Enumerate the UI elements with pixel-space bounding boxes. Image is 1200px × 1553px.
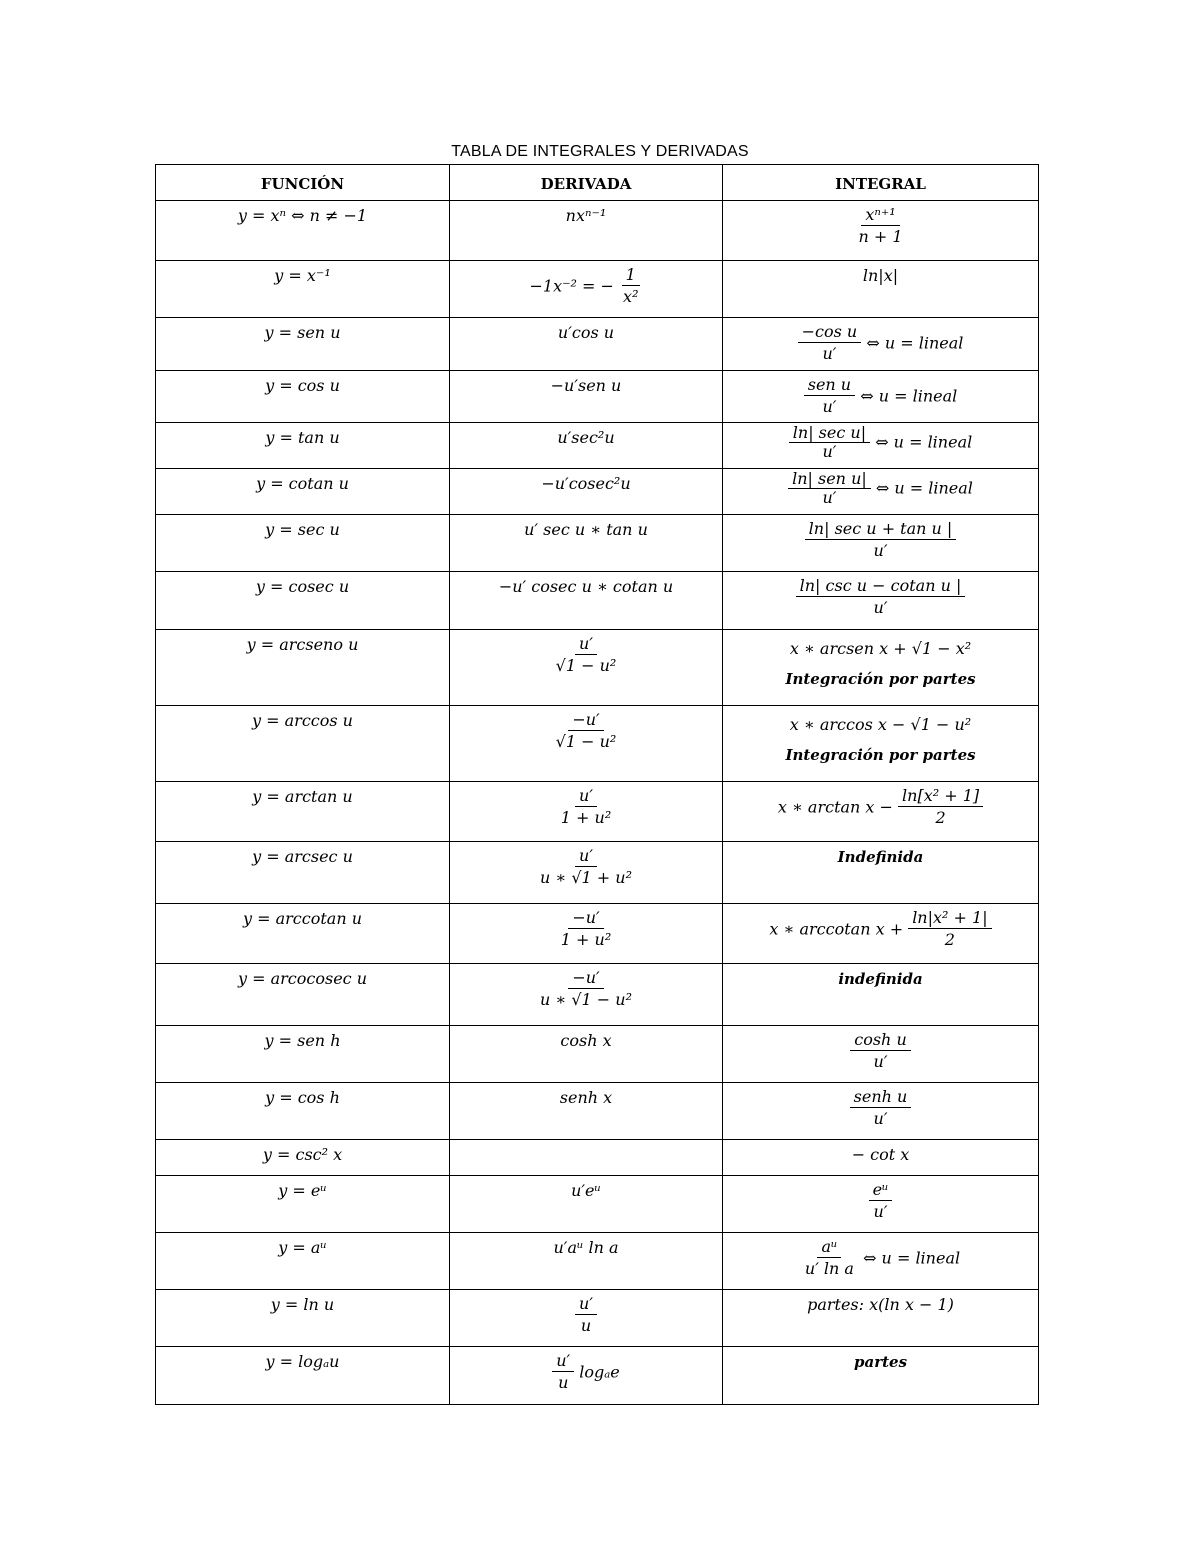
derivative-fraction <box>552 710 621 753</box>
derivative-suffix: logₐe <box>579 1362 620 1382</box>
table-row <box>156 515 1039 572</box>
integral-fraction <box>789 424 870 461</box>
derivative-fraction <box>575 1294 597 1337</box>
function-cell: y = sec u <box>156 515 450 572</box>
function-cell: y = arcocosec u <box>156 964 450 1026</box>
integral-expression: x ∗ arccos x − √1 − u² <box>789 715 972 734</box>
integral-cell <box>723 318 1039 371</box>
integral-cell <box>723 1083 1039 1140</box>
table-row <box>156 630 1039 706</box>
derivative-fraction <box>619 265 642 308</box>
integral-cell: ln|x| <box>723 261 1039 318</box>
derivative-cell: nxⁿ⁻¹ <box>450 201 723 261</box>
integral-fraction <box>788 470 871 507</box>
derivative-fraction <box>552 1351 574 1394</box>
denominator: u′ <box>822 488 837 507</box>
derivative-prefix: −1x⁻² = − <box>529 276 614 296</box>
function-cell: y = cos h <box>156 1083 450 1140</box>
numerator: ln| sen u| <box>788 470 871 489</box>
derivative-cell: −u′sen u <box>450 371 723 423</box>
function-cell: y = cosec u <box>156 572 450 630</box>
numerator: eᵘ <box>869 1180 893 1201</box>
integral-fraction <box>801 1237 858 1280</box>
integral-cell <box>723 515 1039 572</box>
table-row <box>156 201 1039 261</box>
function-cell: y = sen h <box>156 1026 450 1083</box>
numerator: ln|x² + 1| <box>908 908 991 929</box>
integration-note: partes <box>853 1353 908 1371</box>
numerator: xⁿ⁺¹ <box>861 205 899 226</box>
derivative-cell <box>450 1290 723 1347</box>
numerator: ln| sec u| <box>789 424 870 443</box>
function-cell: y = csc² x <box>156 1140 450 1176</box>
integral-cell <box>723 201 1039 261</box>
derivative-fraction <box>552 634 621 677</box>
integral-condition: ⇔ u = lineal <box>860 386 958 406</box>
derivative-fraction <box>536 846 636 889</box>
integral-cell <box>723 423 1039 469</box>
integral-fraction <box>850 1030 911 1073</box>
table-row <box>156 1083 1039 1140</box>
derivative-cell: senh x <box>450 1083 723 1140</box>
function-cell: y = tan u <box>156 423 450 469</box>
denominator: u′ <box>873 1202 888 1221</box>
denominator: u′ <box>822 344 837 363</box>
derivative-cell: u′aᵘ ln a <box>450 1233 723 1290</box>
integral-cell <box>723 842 1039 904</box>
denominator: √1 − u² <box>555 732 617 751</box>
numerator: u′ <box>575 1294 597 1315</box>
numerator: ln| csc u − cotan u | <box>796 576 966 597</box>
derivative-cell <box>450 782 723 842</box>
derivative-cell: u′cos u <box>450 318 723 371</box>
numerator: −u′ <box>568 710 603 731</box>
denominator: x² <box>623 287 639 306</box>
derivative-cell <box>450 964 723 1026</box>
integral-cell <box>723 469 1039 515</box>
denominator: u′ <box>873 598 888 617</box>
table-row <box>156 469 1039 515</box>
function-cell: y = arcsec u <box>156 842 450 904</box>
table-row <box>156 423 1039 469</box>
derivative-cell <box>450 904 723 964</box>
derivative-fraction <box>557 908 615 951</box>
header-derivada: DERIVADA <box>450 165 723 201</box>
denominator: u ∗ √1 + u² <box>539 868 633 887</box>
integral-condition: ⇔ u = lineal <box>875 478 973 498</box>
table-row <box>156 964 1039 1026</box>
integral-fraction <box>850 1087 912 1130</box>
function-cell: y = arccotan u <box>156 904 450 964</box>
derivative-cell <box>450 261 723 318</box>
integral-condition: ⇔ u = lineal <box>866 333 964 353</box>
numerator: ln| sec u + tan u | <box>805 519 957 540</box>
integral-fraction <box>796 576 966 619</box>
denominator: u′ ln a <box>804 1259 854 1278</box>
integral-fraction <box>798 322 862 365</box>
numerator: sen u <box>804 375 855 396</box>
function-cell: y = cos u <box>156 371 450 423</box>
integral-cell: partes: x(ln x − 1) <box>723 1290 1039 1347</box>
integral-cell <box>723 630 1039 706</box>
denominator: u′ <box>822 397 837 416</box>
integration-note: Integración por partes <box>785 670 976 688</box>
integral-cell <box>723 782 1039 842</box>
integration-note: indefinida <box>838 970 923 988</box>
integral-cell <box>723 1026 1039 1083</box>
denominator: √1 − u² <box>555 656 617 675</box>
table-row <box>156 318 1039 371</box>
integral-prefix: x ∗ arccotan x + <box>769 919 904 939</box>
numerator: −cos u <box>798 322 862 343</box>
function-cell: y = eᵘ <box>156 1176 450 1233</box>
table-row <box>156 904 1039 964</box>
header-funcion: FUNCIÓN <box>156 165 450 201</box>
integral-fraction <box>854 205 906 248</box>
derivative-fraction <box>536 968 636 1011</box>
integral-cell <box>723 964 1039 1026</box>
numerator: senh u <box>850 1087 912 1108</box>
integral-cell <box>723 706 1039 782</box>
function-cell: y = xⁿ ⇔ n ≠ −1 <box>156 201 450 261</box>
table-row <box>156 1140 1039 1176</box>
denominator: u′ <box>873 1052 888 1071</box>
table-row <box>156 572 1039 630</box>
table-row <box>156 1026 1039 1083</box>
function-cell: y = logₐu <box>156 1347 450 1405</box>
numerator: u′ <box>575 634 597 655</box>
derivative-fraction <box>557 786 615 829</box>
denominator: u′ <box>873 541 888 560</box>
derivative-cell: cosh x <box>450 1026 723 1083</box>
function-cell: y = ln u <box>156 1290 450 1347</box>
derivative-cell <box>450 630 723 706</box>
denominator: u′ <box>873 1109 888 1128</box>
integral-fraction <box>869 1180 893 1223</box>
integral-cell <box>723 1233 1039 1290</box>
numerator: −u′ <box>568 908 603 929</box>
function-cell: y = x⁻¹ <box>156 261 450 318</box>
integral-cell <box>723 371 1039 423</box>
integral-cell <box>723 572 1039 630</box>
integral-cell <box>723 1347 1039 1405</box>
table-row <box>156 706 1039 782</box>
function-cell: y = arctan u <box>156 782 450 842</box>
function-cell: y = arcseno u <box>156 630 450 706</box>
integral-fraction <box>898 786 983 829</box>
integral-condition: ⇔ u = lineal <box>863 1248 961 1268</box>
denominator: u′ <box>822 442 837 461</box>
derivative-cell: u′ sec u ∗ tan u <box>450 515 723 572</box>
integration-note: Indefinida <box>837 848 924 866</box>
table-row <box>156 842 1039 904</box>
table-row <box>156 1347 1039 1405</box>
derivative-cell <box>450 1347 723 1405</box>
derivative-cell: −u′ cosec u ∗ cotan u <box>450 572 723 630</box>
integral-fraction <box>804 375 855 418</box>
numerator: aᵘ <box>817 1237 841 1258</box>
derivative-cell: u′eᵘ <box>450 1176 723 1233</box>
derivative-cell: u′sec²u <box>450 423 723 469</box>
table-row <box>156 371 1039 423</box>
integral-expression: x ∗ arcsen x + √1 − x² <box>789 639 972 658</box>
header-integral: INTEGRAL <box>723 165 1039 201</box>
integral-fraction <box>805 519 957 562</box>
derivative-cell: −u′cosec²u <box>450 469 723 515</box>
table-row <box>156 261 1039 318</box>
formula-table <box>155 164 1039 1405</box>
numerator: cosh u <box>850 1030 911 1051</box>
table-row <box>156 1290 1039 1347</box>
denominator: n + 1 <box>858 227 903 246</box>
numerator: u′ <box>575 846 597 867</box>
integral-fraction <box>908 908 991 951</box>
header-row <box>156 165 1039 201</box>
table-row <box>156 1176 1039 1233</box>
numerator: ln[x² + 1] <box>898 786 983 807</box>
function-cell: y = arccos u <box>156 706 450 782</box>
denominator: u ∗ √1 − u² <box>539 990 633 1009</box>
integral-prefix: x ∗ arctan x − <box>777 797 893 817</box>
table-row <box>156 1233 1039 1290</box>
numerator: u′ <box>552 1351 574 1372</box>
numerator: u′ <box>575 786 597 807</box>
numerator: −u′ <box>568 968 603 989</box>
denominator: 2 <box>944 930 955 949</box>
denominator: 1 + u² <box>560 930 612 949</box>
numerator: 1 <box>622 265 640 286</box>
derivative-cell <box>450 706 723 782</box>
denominator: u <box>580 1316 592 1335</box>
derivative-cell <box>450 1140 723 1176</box>
denominator: u <box>558 1373 569 1392</box>
integration-note: Integración por partes <box>785 746 976 764</box>
denominator: 2 <box>935 808 946 827</box>
integral-cell <box>723 1176 1039 1233</box>
derivative-cell <box>450 842 723 904</box>
function-cell: y = cotan u <box>156 469 450 515</box>
integral-condition: ⇔ u = lineal <box>875 432 973 452</box>
page-title: TABLA DE INTEGRALES Y DERIVADAS <box>451 143 749 160</box>
function-cell: y = sen u <box>156 318 450 371</box>
table-row <box>156 782 1039 842</box>
integral-cell: − cot x <box>723 1140 1039 1176</box>
denominator: 1 + u² <box>560 808 612 827</box>
function-cell: y = aᵘ <box>156 1233 450 1290</box>
integral-cell <box>723 904 1039 964</box>
